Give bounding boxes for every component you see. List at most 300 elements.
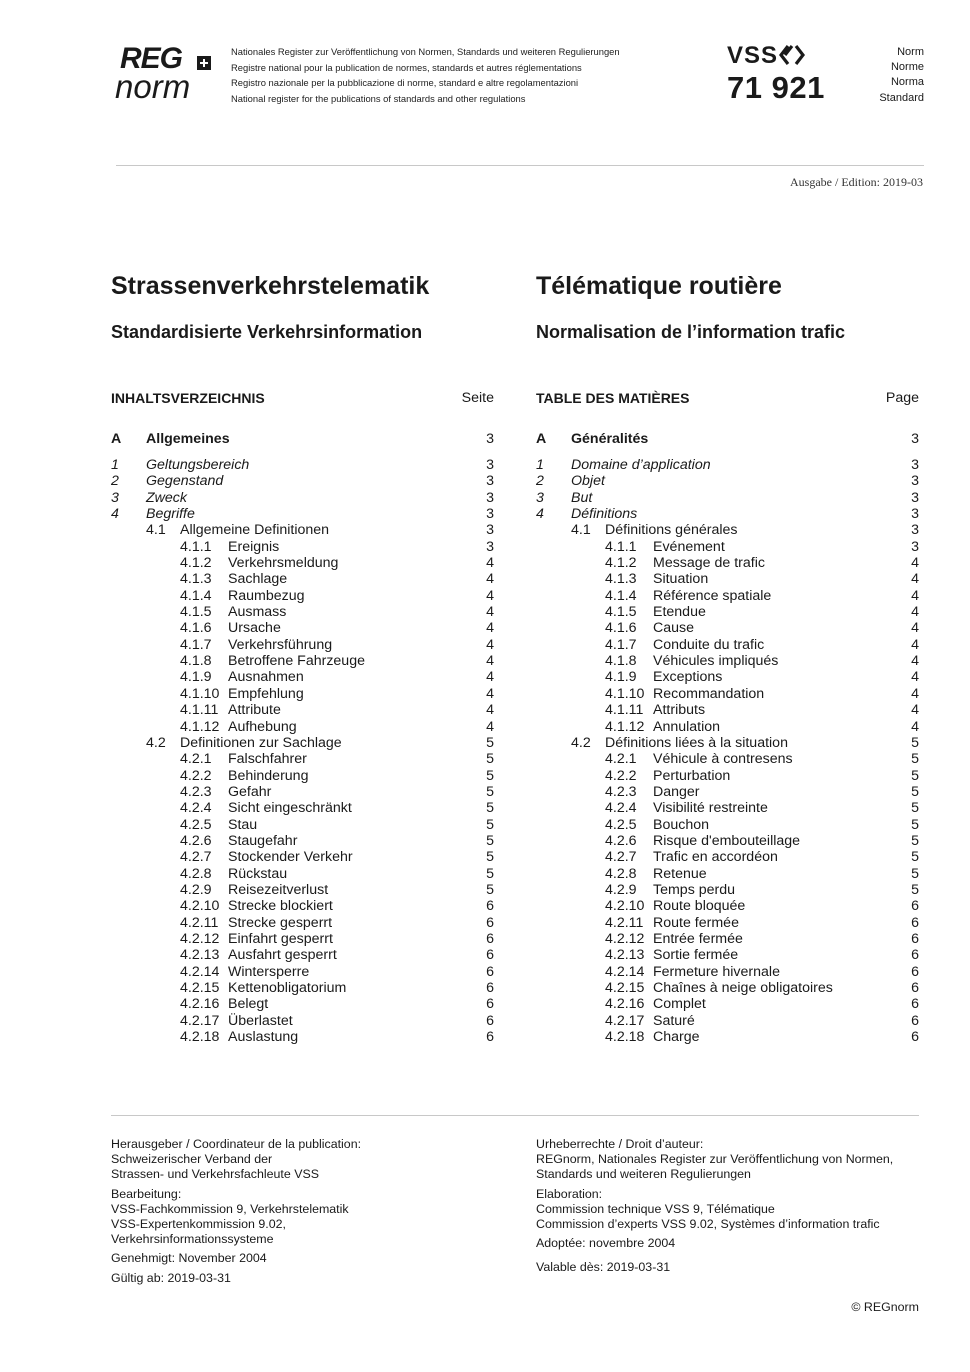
toc-entry-number: 4.2.5 xyxy=(180,816,212,833)
toc-entry xyxy=(536,506,919,522)
toc-entry-page: 3 xyxy=(911,473,919,490)
toc-entry xyxy=(536,980,919,996)
toc-entry-title: Gegenstand xyxy=(146,473,224,490)
toc-entry-number: 4.2.14 xyxy=(180,963,220,980)
toc-entry-title: Rückstau xyxy=(228,865,288,882)
toc-entry-title: Etendue xyxy=(653,604,706,621)
vss-norm-id xyxy=(727,44,825,103)
toc-entry-page: 4 xyxy=(486,620,494,637)
editing-line: Verkehrsinformationssysteme xyxy=(111,1232,274,1247)
toc-entry-page: 4 xyxy=(486,636,494,653)
toc-entry-title: Staugefahr xyxy=(228,832,298,849)
toc-entry-title: Ausfahrt gesperrt xyxy=(228,947,337,964)
editing-heading: Bearbeitung: xyxy=(111,1186,182,1201)
toc-entry-number: 4.2.4 xyxy=(605,800,637,817)
toc-entry-number: 4.2.16 xyxy=(605,996,645,1013)
toc-entry-page: 5 xyxy=(486,816,494,833)
register-line-de: Nationales Register zur Veröffentlichung von Normen, Standards und weiteren Regulierungen xyxy=(231,46,620,57)
toc-entry-title: Définitions liées à la situation xyxy=(605,734,788,751)
toc-entry-number: 4.1.9 xyxy=(605,669,637,686)
toc-entry-number: 4.2.6 xyxy=(180,832,212,849)
title-fr: Télématique routière xyxy=(536,272,782,300)
toc-entry-title: Situation xyxy=(653,571,709,588)
toc-entry-number: 4.1.11 xyxy=(605,702,644,719)
elaboration-heading: Elaboration: xyxy=(536,1186,603,1201)
toc-entry xyxy=(111,964,494,980)
toc-entry xyxy=(536,931,919,947)
toc-header-fr xyxy=(536,390,919,408)
toc-entry xyxy=(536,686,919,702)
toc-entry xyxy=(536,588,919,604)
toc-entry-title: Domaine d’application xyxy=(571,457,711,473)
register-line-it: Registro nazionale per la pubblicazione di norme, standard e altre regolamentazioni xyxy=(231,77,579,88)
header-divider xyxy=(116,165,924,166)
toc-entry xyxy=(536,768,919,784)
toc-entry xyxy=(111,571,494,587)
toc-entry-page: 3 xyxy=(486,538,494,555)
copyright-heading: Urheberrechte / Droit d’auteur: xyxy=(536,1137,704,1151)
toc-entry-page: 6 xyxy=(486,980,494,996)
toc-entry xyxy=(111,702,494,718)
toc-entry-number: 4.1.1 xyxy=(605,538,637,555)
toc-entry-number: 4.2.13 xyxy=(180,947,220,964)
toc-entry xyxy=(111,751,494,767)
toc-entry-title: Véhicules impliqués xyxy=(653,653,779,670)
toc-entry xyxy=(536,800,919,816)
toc-entry-title: Référence spatiale xyxy=(653,587,772,604)
toc-entry xyxy=(111,898,494,914)
toc-entry-title: Einfahrt gesperrt xyxy=(228,930,333,947)
toc-entry xyxy=(536,817,919,833)
norm-number: 71 921 xyxy=(727,70,825,105)
toc-entry xyxy=(111,555,494,571)
toc-entry-title: Ursache xyxy=(228,620,281,637)
toc-entry-title: Recommandation xyxy=(653,685,765,702)
toc-entry xyxy=(536,637,919,653)
elaboration-line: Commission d’experts VSS 9.02, Systèmes d’information trafic xyxy=(536,1217,880,1232)
toc-entry-number: 4.2.11 xyxy=(605,914,644,931)
section-a-de xyxy=(111,431,494,449)
toc-entry-page: 5 xyxy=(911,734,919,751)
toc-entry-page: 5 xyxy=(911,751,919,768)
toc-entry-title: Belegt xyxy=(228,996,269,1013)
toc-entry-title: Annulation xyxy=(653,718,721,735)
toc-entry xyxy=(111,800,494,816)
toc-entry xyxy=(111,669,494,685)
toc-entry-page: 4 xyxy=(911,571,919,588)
toc-entry-number: 4.2.8 xyxy=(605,865,637,882)
publisher-block xyxy=(111,1137,501,1183)
toc-entry xyxy=(111,931,494,947)
toc-entry xyxy=(536,669,919,685)
toc-entry-title: Route fermée xyxy=(653,914,739,931)
toc-entry-title: Définitions générales xyxy=(605,522,738,539)
toc-entry-number: 4.1.2 xyxy=(180,555,212,572)
toc-entry-title: Fermeture hivernale xyxy=(653,963,780,980)
toc-entry-title: Attribute xyxy=(228,702,281,719)
toc-entry-page: 3 xyxy=(911,522,919,539)
section-title: Généralités xyxy=(571,431,649,447)
copyright-notice: © REGnorm xyxy=(851,1300,919,1314)
toc-entry-page: 3 xyxy=(486,522,494,539)
toc-entry-title: Strecke gesperrt xyxy=(228,914,333,931)
swiss-cross-icon xyxy=(197,56,211,70)
toc-entry-page: 4 xyxy=(486,587,494,604)
toc-entry-page: 6 xyxy=(911,1029,919,1046)
copyright-block xyxy=(536,1137,926,1183)
toc-entry-page: 4 xyxy=(486,604,494,621)
toc-entry-page: 5 xyxy=(486,734,494,751)
toc-entry xyxy=(111,849,494,865)
toc-entry-title: Message de trafic xyxy=(653,555,765,572)
toc-entry-page: 4 xyxy=(911,718,919,735)
toc-entries-de xyxy=(111,457,494,1045)
toc-entry-page: 5 xyxy=(486,800,494,817)
toc-entry xyxy=(111,620,494,636)
toc-entry xyxy=(536,947,919,963)
toc-entry-number: 4.2.1 xyxy=(605,751,637,768)
toc-entry xyxy=(536,555,919,571)
toc-entry-number: 4.2.6 xyxy=(605,832,637,849)
toc-entry xyxy=(536,539,919,555)
editing-line: VSS-Expertenkommission 9.02, xyxy=(111,1217,286,1232)
toc-entry xyxy=(536,719,919,735)
toc-entry-page: 3 xyxy=(911,506,919,523)
toc-entry-number: 4.1.8 xyxy=(605,653,637,670)
toc-entry-title: Danger xyxy=(653,783,700,800)
toc-entry xyxy=(111,1029,494,1045)
toc-entry-page: 4 xyxy=(486,653,494,670)
toc-entry-title: Trafic en accordéon xyxy=(653,849,778,866)
register-line-en: National register for the publications of standards and other regulations xyxy=(231,92,526,104)
norm-label-en: Standard xyxy=(879,91,924,104)
section-num: A xyxy=(536,431,547,447)
toc-entry xyxy=(111,833,494,849)
toc-entry-page: 6 xyxy=(911,1012,919,1029)
toc-entry xyxy=(536,522,919,538)
toc-entry-number: 4.1.11 xyxy=(180,702,219,719)
toc-entry-page: 6 xyxy=(911,898,919,915)
toc-entry-page: 5 xyxy=(486,767,494,784)
toc-entry-title: Attributs xyxy=(653,702,706,719)
toc-entry-page: 3 xyxy=(911,457,919,473)
toc-entry-title: Retenue xyxy=(653,865,707,882)
toc-entry-number: 4.1.12 xyxy=(605,718,645,735)
toc-entry-title: Reisezeitverlust xyxy=(228,881,329,898)
toc-entry-number: 4.2.12 xyxy=(180,930,220,947)
toc-entry-number: 4.1.6 xyxy=(180,620,212,637)
toc-entry-title: Temps perdu xyxy=(653,881,736,898)
toc-entry-number: 4.1.3 xyxy=(180,571,212,588)
toc-entry-number: 4.1.10 xyxy=(180,685,220,702)
toc-entry xyxy=(111,719,494,735)
toc-entry-page: 5 xyxy=(911,767,919,784)
toc-entry-number: 4.2.13 xyxy=(605,947,645,964)
toc-entry xyxy=(111,817,494,833)
toc-entry-number: 4.2.18 xyxy=(180,1029,220,1046)
toc-entry-title: Ereignis xyxy=(228,538,280,555)
toc-entry-title: Auslastung xyxy=(228,1029,299,1046)
toc-entry-page: 5 xyxy=(486,849,494,866)
toc-entry-title: Saturé xyxy=(653,1012,695,1029)
section-title: Allgemeines xyxy=(146,431,230,447)
regnorm-logo xyxy=(115,44,215,104)
toc-entry-title: Allgemeine Definitionen xyxy=(180,522,330,539)
toc-entry-number: 4.2.15 xyxy=(605,980,645,996)
publisher-line: Schweizerischer Verband der xyxy=(111,1152,273,1167)
toc-entry xyxy=(111,490,494,506)
toc-entry-title: Falschfahrer xyxy=(228,751,307,768)
toc-entry-page: 4 xyxy=(486,685,494,702)
toc-entry-page: 6 xyxy=(486,914,494,931)
toc-entry-page: 3 xyxy=(486,457,494,473)
toc-entry-number: 4.1.4 xyxy=(605,587,637,604)
register-line-fr: Registre national pour la publication de normes, standards et autres réglementations xyxy=(231,61,582,73)
toc-entry-number: 4.2 xyxy=(571,734,591,751)
toc-entry-number: 4.1 xyxy=(571,522,591,539)
toc-entry-title: Route bloquée xyxy=(653,898,746,915)
toc-entry-page: 5 xyxy=(486,832,494,849)
toc-entry-page: 5 xyxy=(486,783,494,800)
toc-entry-number: 4.2 xyxy=(146,734,166,751)
toc-entry-page: 4 xyxy=(911,587,919,604)
toc-entry-title: Perturbation xyxy=(653,767,731,784)
toc-entry-title: Véhicule à contresens xyxy=(653,751,793,768)
toc-entry-number: 4.2.11 xyxy=(180,914,219,931)
toc-entry-page: 4 xyxy=(911,555,919,572)
toc-entry-number: 2 xyxy=(536,473,544,490)
toc-entry xyxy=(536,1013,919,1029)
toc-entry-number: 4.2.15 xyxy=(180,980,220,996)
toc-entry-number: 4.2.7 xyxy=(180,849,212,866)
toc-entry-title: Geltungsbereich xyxy=(146,457,250,473)
toc-entry-number: 4.1.5 xyxy=(605,604,637,621)
toc-entry-title: Überlastet xyxy=(228,1012,293,1029)
toc-entry-page: 4 xyxy=(486,555,494,572)
toc-entry-title: Empfehlung xyxy=(228,685,304,702)
toc-entry-page: 6 xyxy=(911,914,919,931)
toc-entry-number: 2 xyxy=(111,473,119,490)
subtitle-fr: Normalisation de l’information trafic xyxy=(536,322,846,342)
toc-entry-number: 4.1.10 xyxy=(605,685,645,702)
footer-divider xyxy=(111,1115,919,1116)
toc-entry xyxy=(111,539,494,555)
toc-entry-page: 5 xyxy=(911,865,919,882)
toc-entry-number: 4.2.17 xyxy=(605,1012,645,1029)
toc-entry-page: 6 xyxy=(911,930,919,947)
vss-brand-text: VSS xyxy=(727,42,779,69)
toc-entry-number: 4.1.1 xyxy=(180,538,212,555)
toc-entry xyxy=(111,604,494,620)
toc-entry xyxy=(536,571,919,587)
toc-entry-title: Betroffene Fahrzeuge xyxy=(228,653,365,670)
toc-entry xyxy=(536,751,919,767)
toc-entry-title: Sicht eingeschränkt xyxy=(228,800,352,817)
toc-label-fr: TABLE DES MATIÈRES xyxy=(536,390,690,406)
toc-entry xyxy=(536,457,919,473)
toc-entry-number: 4.1 xyxy=(146,522,166,539)
toc-entry xyxy=(111,866,494,882)
toc-entry xyxy=(536,604,919,620)
vss-arrows-icon xyxy=(779,44,805,66)
toc-entry-number: 4 xyxy=(536,506,544,523)
toc-entry-number: 4.2.16 xyxy=(180,996,220,1013)
toc-entry-title: Evénement xyxy=(653,538,725,555)
toc-entry xyxy=(536,849,919,865)
toc-entry-number: 4.2.12 xyxy=(605,930,645,947)
toc-entry xyxy=(536,490,919,506)
toc-entry-number: 1 xyxy=(536,457,544,473)
toc-entry-title: Stockender Verkehr xyxy=(228,849,353,866)
section-num: A xyxy=(111,431,122,447)
toc-entry-number: 4.1.3 xyxy=(605,571,637,588)
toc-entry-title: Ausnahmen xyxy=(228,669,304,686)
toc-entry-number: 4.1.5 xyxy=(180,604,212,621)
toc-entry xyxy=(111,947,494,963)
toc-entry-page: 4 xyxy=(911,653,919,670)
toc-entry-title: Exceptions xyxy=(653,669,723,686)
toc-entry-number: 4.2.17 xyxy=(180,1012,220,1029)
logo-norm-text: norm xyxy=(115,68,191,105)
toc-entry-number: 4.2.10 xyxy=(605,898,645,915)
toc-entry-number: 4.2.2 xyxy=(605,767,637,784)
toc-entry-number: 4.2.14 xyxy=(605,963,645,980)
toc-entry xyxy=(536,882,919,898)
toc-entry-page: 6 xyxy=(486,930,494,947)
edition-label: Ausgabe / Edition: 2019-03 xyxy=(790,175,923,189)
toc-entry-page: 3 xyxy=(486,473,494,490)
toc-entry xyxy=(536,473,919,489)
toc-entry-page: 5 xyxy=(486,865,494,882)
approved-date: Genehmigt: November 2004 xyxy=(111,1251,267,1266)
toc-entry-page: 6 xyxy=(911,980,919,996)
toc-entry-title: Entrée fermée xyxy=(653,930,743,947)
toc-entry-title: Cause xyxy=(653,620,695,637)
toc-entry-number: 4.2.3 xyxy=(605,783,637,800)
toc-entry-page: 4 xyxy=(911,604,919,621)
toc-entry-number: 4.2.2 xyxy=(180,767,212,784)
toc-entry xyxy=(111,522,494,538)
toc-entry xyxy=(536,1029,919,1045)
elaboration-block xyxy=(536,1187,926,1233)
editing-line: VSS-Fachkommission 9, Verkehrstelematik xyxy=(111,1201,349,1216)
toc-entry-title: Behinderung xyxy=(228,767,309,784)
toc-entry-title: Wintersperre xyxy=(228,963,310,980)
norm-label-it: Norma xyxy=(890,76,924,89)
toc-entry-number: 4.1.7 xyxy=(605,636,637,653)
toc-entry-page: 6 xyxy=(486,1012,494,1029)
toc-entry-number: 4.1.12 xyxy=(180,718,220,735)
toc-entry xyxy=(111,637,494,653)
toc-entry-number: 4.2.1 xyxy=(180,751,212,768)
norm-label-fr: Norme xyxy=(890,61,924,74)
toc-entry-title: Gefahr xyxy=(228,783,272,800)
toc-entry xyxy=(536,653,919,669)
vss-brand xyxy=(727,44,825,68)
toc-entry-title: Zweck xyxy=(146,489,187,506)
toc-entry-title: Definitionen zur Sachlage xyxy=(180,734,342,751)
toc-entry-title: Conduite du trafic xyxy=(653,636,765,653)
elaboration-line: Commission technique VSS 9, Télématique xyxy=(536,1201,775,1216)
toc-entry xyxy=(111,882,494,898)
toc-entry-page: 6 xyxy=(486,996,494,1013)
toc-entry-title: Ausmass xyxy=(228,604,287,621)
toc-entry-page: 6 xyxy=(486,898,494,915)
toc-entry-number: 4.2.9 xyxy=(605,881,637,898)
section-page: 3 xyxy=(911,431,919,447)
toc-entry xyxy=(111,457,494,473)
toc-entry-title: Chaînes à neige obligatoires xyxy=(653,980,833,996)
toc-entry xyxy=(536,702,919,718)
toc-entry-title: Définitions xyxy=(571,506,638,523)
norm-type-labels xyxy=(879,45,924,106)
valid-date: Gültig ab: 2019-03-31 xyxy=(111,1270,231,1285)
toc-entry-page: 3 xyxy=(486,506,494,523)
toc-entry xyxy=(111,980,494,996)
toc-entry-number: 4.1.8 xyxy=(180,653,212,670)
copyright-line: Standards und weiteren Regulierungen xyxy=(536,1167,751,1182)
footer-de xyxy=(111,1137,501,1290)
toc-entry-title: Complet xyxy=(653,996,706,1013)
valid-date: Valable dès: 2019-03-31 xyxy=(536,1260,671,1275)
toc-entry-page: 4 xyxy=(486,702,494,719)
toc-entry-page: 4 xyxy=(911,702,919,719)
toc-entry-title: Sortie fermée xyxy=(653,947,739,964)
toc-entry-page: 6 xyxy=(486,947,494,964)
toc-entry xyxy=(536,866,919,882)
toc-entry-title: Sachlage xyxy=(228,571,288,588)
toc-entry-number: 4.2.9 xyxy=(180,881,212,898)
toc-entry xyxy=(111,1013,494,1029)
toc-entry-number: 4.1.4 xyxy=(180,587,212,604)
toc-entry xyxy=(111,653,494,669)
toc-entry xyxy=(536,620,919,636)
toc-entry-title: Risque d'embouteillage xyxy=(653,832,801,849)
toc-entry-page: 3 xyxy=(486,489,494,506)
editing-block xyxy=(111,1187,501,1248)
toc-entry xyxy=(111,735,494,751)
toc-entry xyxy=(111,784,494,800)
toc-entry-page: 4 xyxy=(911,669,919,686)
toc-entry-number: 4.2.4 xyxy=(180,800,212,817)
footer-fr xyxy=(536,1137,926,1280)
toc-entry-number: 4.2.7 xyxy=(605,849,637,866)
toc-entry-number: 4.2.18 xyxy=(605,1029,645,1046)
toc-entry xyxy=(111,768,494,784)
norm-label-de: Norm xyxy=(897,46,924,58)
toc-entry-number: 3 xyxy=(111,489,119,506)
toc-entry-page: 5 xyxy=(911,881,919,898)
toc-entry-page: 4 xyxy=(486,669,494,686)
publisher-line: Strassen- und Verkehrsfachleute VSS xyxy=(111,1167,320,1182)
adopted-date: Adoptée: novembre 2004 xyxy=(536,1236,676,1251)
toc-entries-fr xyxy=(536,457,919,1045)
register-description xyxy=(231,44,620,106)
logo-reg-text: REG xyxy=(120,42,183,75)
toc-entry-number: 4.1.2 xyxy=(605,555,637,572)
toc-entry xyxy=(536,996,919,1012)
toc-entry xyxy=(111,473,494,489)
toc-entry-number: 4.1.9 xyxy=(180,669,212,686)
toc-entry-page: 5 xyxy=(911,800,919,817)
page-label-fr: Page xyxy=(885,390,919,406)
toc-entry-title: Stau xyxy=(228,816,258,833)
toc-entry-page: 4 xyxy=(486,718,494,735)
toc-header-de xyxy=(111,390,494,408)
toc-entry-page: 3 xyxy=(911,538,919,555)
toc-entry xyxy=(536,915,919,931)
toc-entry xyxy=(536,833,919,849)
